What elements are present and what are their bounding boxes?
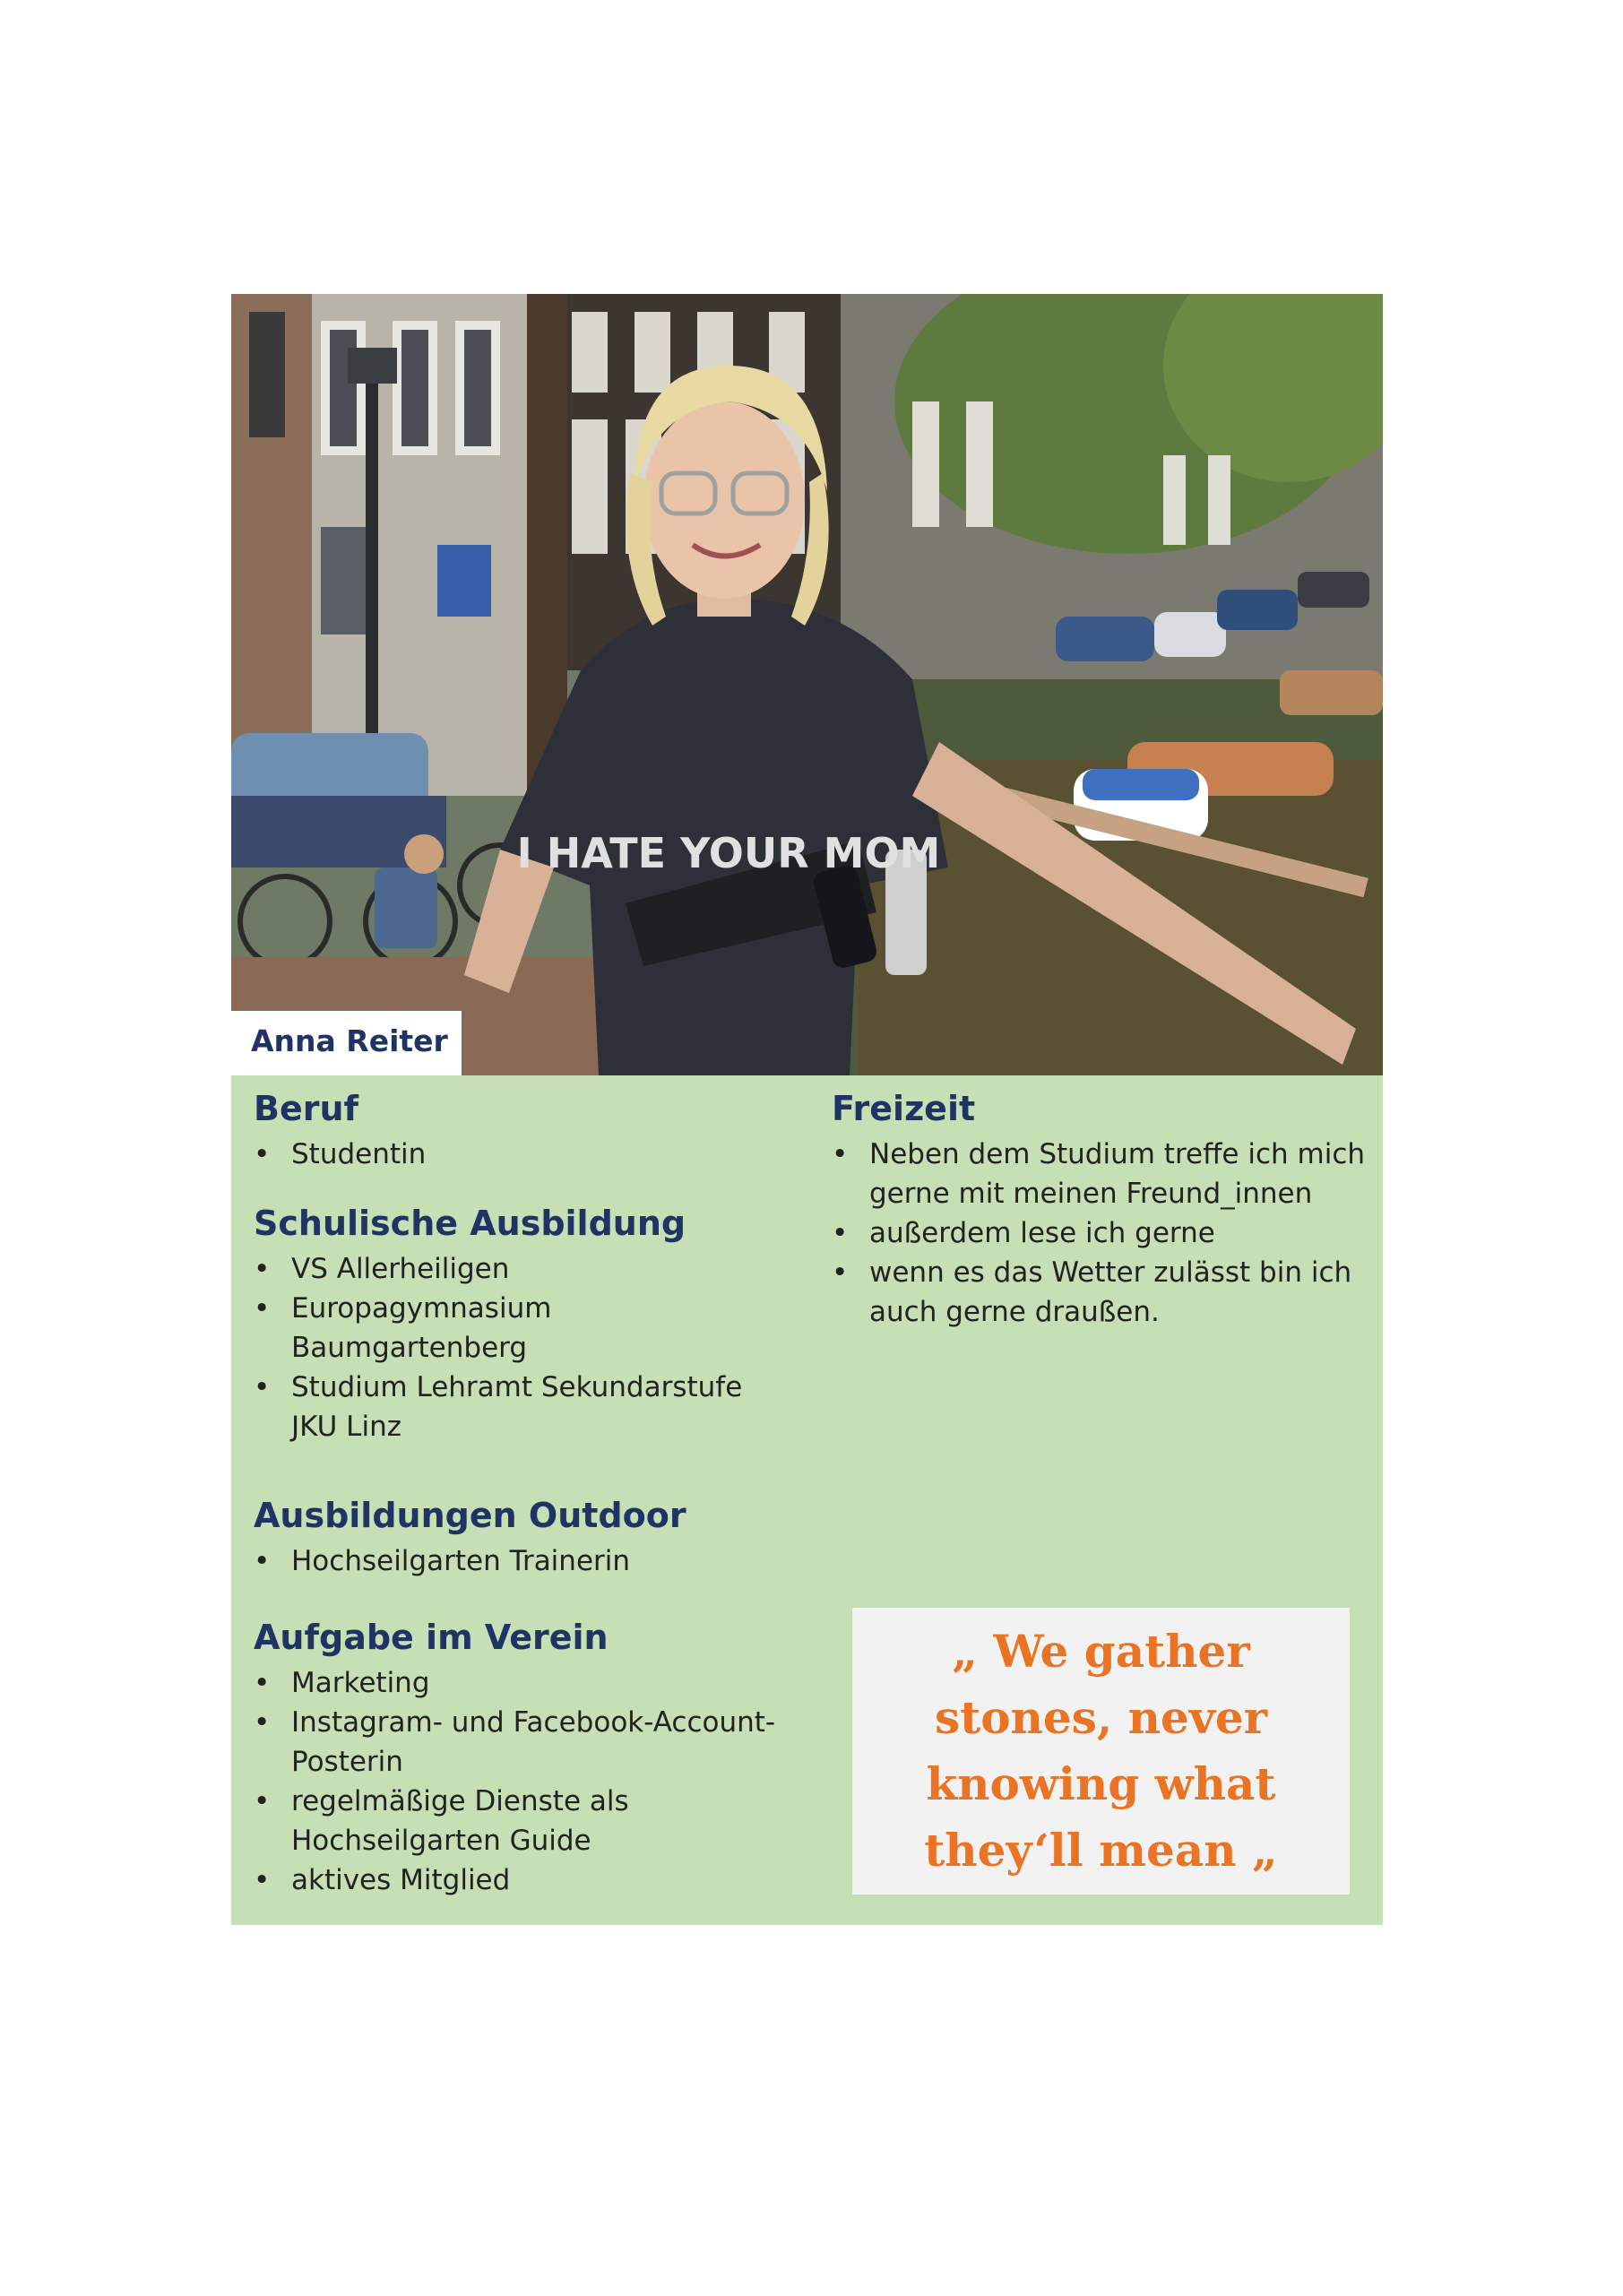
list-item: • Neben dem Studium treffe ich mich gerne mit meinen Freund_innen bbox=[832, 1135, 1369, 1213]
section-title-aufgabe-im-verein: Aufgabe im Verein bbox=[254, 1618, 609, 1657]
list-item: • Hochseilgarten Trainerin bbox=[254, 1541, 809, 1581]
shirt-print-text: I HATE YOUR MOM bbox=[516, 829, 941, 877]
list-item: • VS Allerheiligen bbox=[254, 1249, 809, 1289]
quote-box bbox=[852, 1608, 1350, 1895]
list-item: • aktives Mitglied bbox=[254, 1860, 809, 1900]
list-item: • Studium Lehramt Sekundarstufe JKU Linz bbox=[254, 1368, 793, 1446]
name-label-box bbox=[231, 1011, 462, 1075]
section-beruf bbox=[254, 1086, 809, 1174]
right-column bbox=[832, 1086, 1369, 1359]
section-title-schulische-ausbildung: Schulische Ausbildung bbox=[254, 1204, 686, 1243]
section-aufgabe-im-verein bbox=[254, 1615, 809, 1900]
section-ausbildungen-outdoor bbox=[254, 1493, 809, 1581]
list-item: • Europagymnasium Baumgartenberg bbox=[254, 1289, 560, 1368]
section-title-ausbildungen-outdoor: Ausbildungen Outdoor bbox=[254, 1496, 686, 1535]
quote-text: „ We gather stones, never knowing what they‘ll mean „ bbox=[924, 1625, 1278, 1877]
section-schulische-ausbildung bbox=[254, 1201, 809, 1446]
list-item: • wenn es das Wetter zulässt bin ich auch gerne draußen. bbox=[832, 1253, 1369, 1332]
profile-photo bbox=[231, 294, 1383, 1075]
section-title-beruf: Beruf bbox=[254, 1089, 359, 1128]
left-column bbox=[254, 1086, 809, 1927]
profile-name: Anna Reiter bbox=[251, 1023, 448, 1058]
list-item: • Studentin bbox=[254, 1135, 809, 1174]
section-freizeit bbox=[832, 1086, 1369, 1332]
list-item: • regelmäßige Dienste als Hochseilgarten Guide bbox=[254, 1782, 677, 1860]
section-title-freizeit: Freizeit bbox=[832, 1089, 976, 1128]
list-item: • Instagram- und Facebook-Account-Posterin bbox=[254, 1703, 793, 1782]
list-item: • Marketing bbox=[254, 1663, 809, 1703]
list-item: • außerdem lese ich gerne bbox=[832, 1213, 1369, 1253]
